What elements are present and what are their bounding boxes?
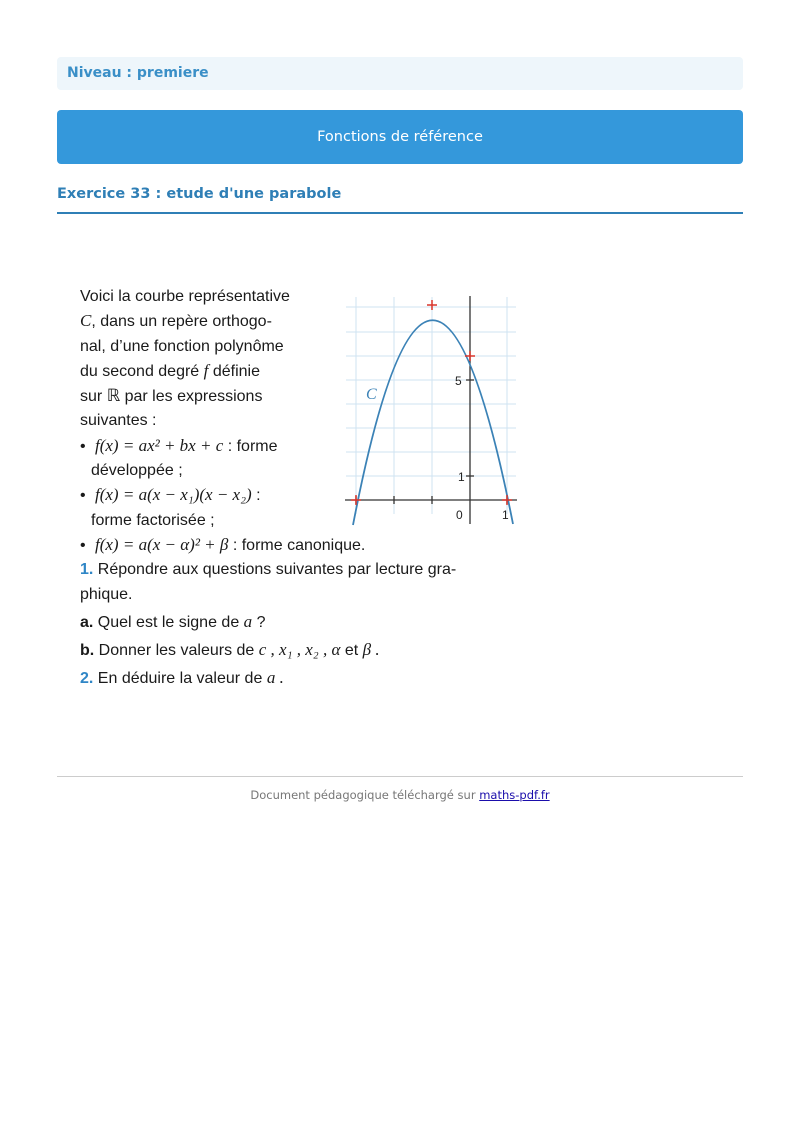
question-a-letter: a. [80,613,94,631]
grid [346,297,516,514]
footer-divider [57,776,743,777]
intro-text-c: du second degré [80,362,200,380]
tick-label-5: 5 [455,374,462,388]
level-label: Niveau : premiere [57,57,743,90]
curve-symbol: C [80,311,92,331]
bullet-icon: • [80,437,86,455]
question-a-symbol: a [243,611,253,631]
question-b-text: Donner les valeurs de [98,642,255,660]
question-a-end: ? [256,613,266,631]
question-2-symbol: a . [266,668,284,688]
intro-text-f: par les expressions [124,388,263,406]
question-a [80,610,530,635]
question-1-text: Répondre aux questions suivantes par lecture gra- [97,561,457,579]
root-right-point [502,495,512,505]
intro-line-1: Voici la courbe représentative [80,288,290,305]
question-b-symbols: c , x₁ , x₂ , α [258,640,341,660]
question-b-et: et [344,642,359,660]
vertex-point [427,300,437,310]
curve-label: C [366,386,377,403]
label-developpee-1: : forme [227,437,278,455]
origin-label: 0 [456,508,463,522]
label-canonique: : forme canonique. [232,536,366,554]
question-1-text-cont: phique. [80,585,133,603]
footer-text: Document pédagogique téléchargé sur [250,788,476,802]
question-a-text: Quel est le signe de [97,613,240,631]
f-symbol: f [203,360,209,380]
question-b [80,638,530,663]
form-canonique [80,533,530,558]
parabola-graph [341,292,521,528]
question-b-letter: b. [80,642,95,660]
footer [57,788,743,802]
intro-text-e: sur [80,388,103,406]
label-factorisee-1: : [256,487,261,505]
question-1 [80,558,530,582]
real-set-symbol: ℝ [106,386,121,406]
tick-label-1: 1 [458,470,465,484]
x-tick-label-1: 1 [502,508,509,522]
footer-link[interactable]: maths-pdf.fr [479,788,550,802]
exercise-title: Exercice 33 : etude d'une parabole [57,186,743,214]
y-intercept-point [465,351,475,361]
question-2-number: 2. [80,670,94,688]
bullet-icon: • [80,487,86,505]
intro-text-d: définie [212,362,260,380]
formula-canonique: f(x) = a(x − α)² + β [95,534,229,554]
intro-line-6: suivantes : [80,412,157,430]
question-1-number: 1. [80,561,94,579]
question-2 [80,666,530,691]
question-2-text: En déduire la valeur de [97,670,263,688]
formula-developpee: f(x) = ax² + bx + c [95,435,224,455]
intro-text-b: , dans un repère orthogo- [91,313,272,331]
bullet-icon: • [80,536,86,554]
parabola-curve [353,320,513,525]
axes [345,296,517,524]
formula-factorisee: f(x) = a(x − x₁)(x − x₂) [95,485,252,505]
label-developpee-2: développée ; [91,462,183,480]
intro-line-3: nal, d’une fonction polynôme [80,337,284,355]
label-factorisee-2: forme factorisée ; [91,511,215,529]
chapter-banner: Fonctions de référence [57,110,743,164]
question-b-beta: β . [362,640,380,660]
